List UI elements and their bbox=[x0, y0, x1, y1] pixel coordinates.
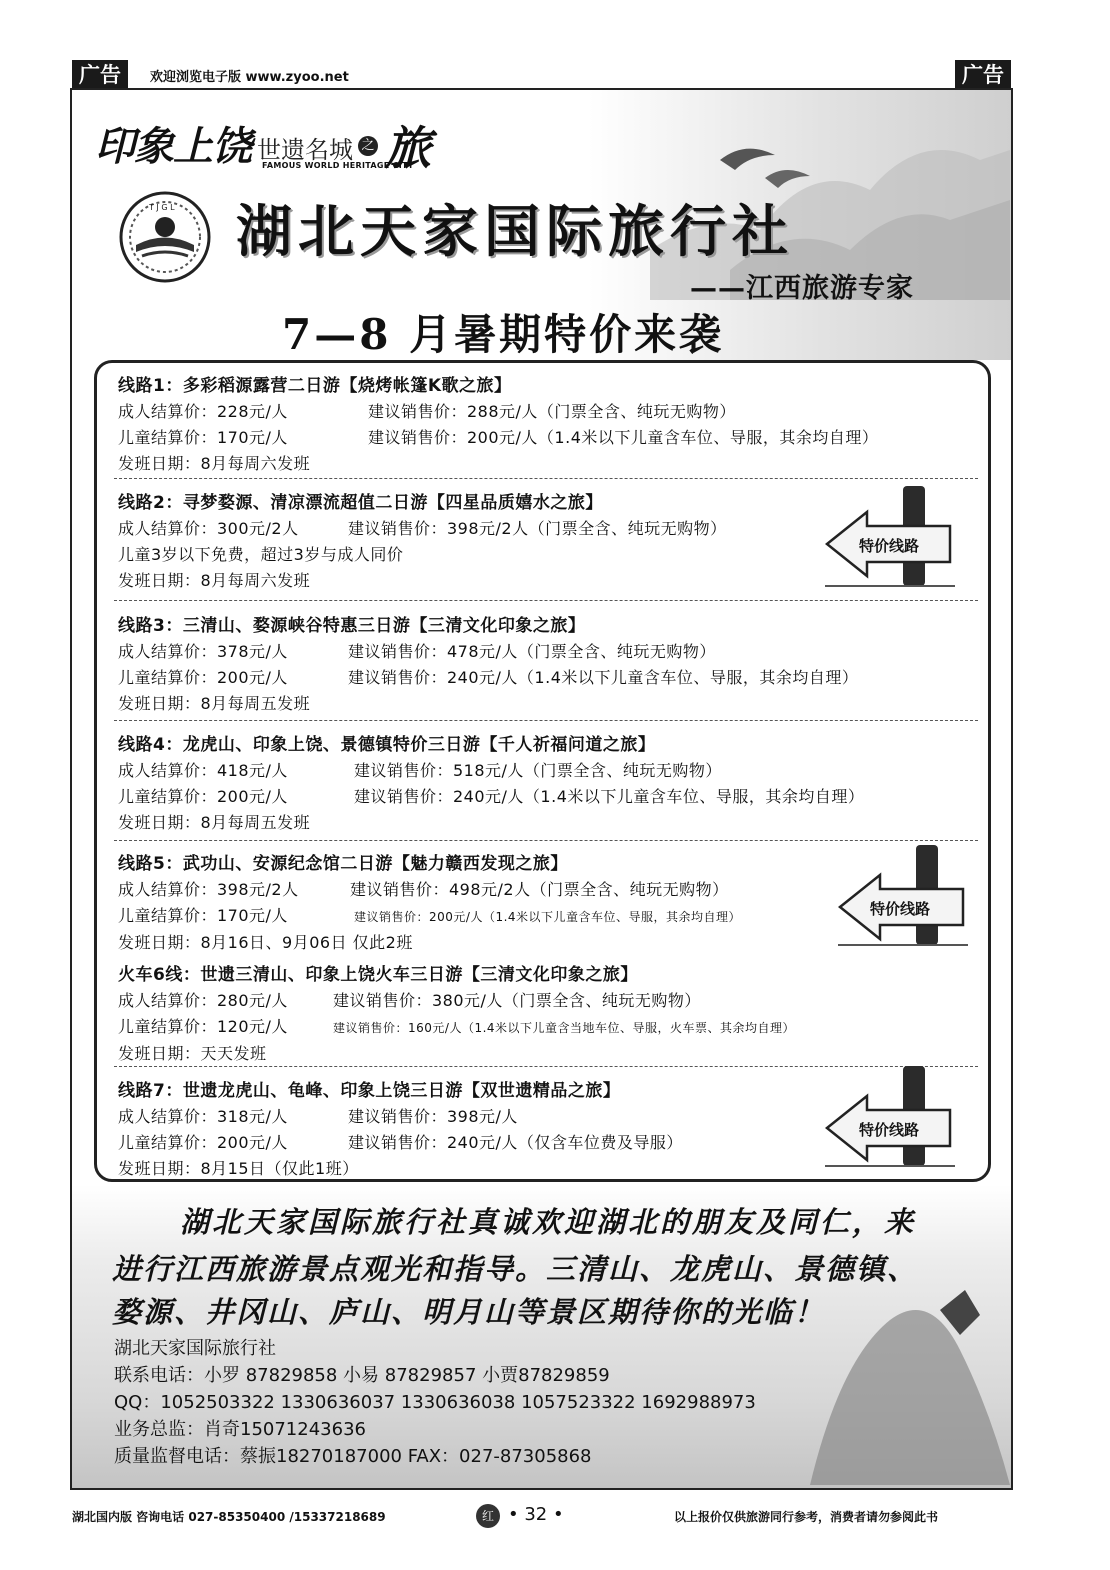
adult-suggest: 建议销售价：288元/人（门票全含、纯玩无购物） bbox=[368, 402, 736, 421]
special-route-badge-7 bbox=[825, 1066, 955, 1171]
footer-right: 以上报价仅供旅游同行参考，消费者请勿参阅此书 bbox=[674, 1510, 939, 1524]
divider bbox=[114, 840, 978, 841]
child-suggest: 建议销售价：200元/人（1.4米以下儿童含车位、导服，其余均自理） bbox=[354, 910, 742, 924]
child-suggest: 建议销售价：240元/人（仅含车位费及导服） bbox=[348, 1133, 683, 1152]
adult-price: 成人结算价：398元/2人 bbox=[118, 880, 299, 899]
depart-date: 发班日期：8月15日（仅此1班） bbox=[118, 1159, 359, 1178]
adult-price: 成人结算价：378元/人 bbox=[118, 642, 288, 661]
special-label: 特价线路 bbox=[859, 537, 920, 555]
adult-price: 成人结算价：318元/人 bbox=[118, 1107, 288, 1126]
route-4 bbox=[118, 732, 978, 836]
adult-price: 成人结算价：300元/2人 bbox=[118, 519, 299, 538]
child-price: 儿童结算价：200元/人 bbox=[118, 668, 288, 687]
child-suggest: 建议销售价：240元/人（1.4米以下儿童含车位、导服，其余均自理） bbox=[354, 787, 865, 806]
child-suggest: 建议销售价：240元/人（1.4米以下儿童含车位、导服，其余均自理） bbox=[348, 668, 859, 687]
contact-qq: QQ：1052503322 1330636037 1330636038 1057523322 1692988973 bbox=[114, 1392, 756, 1413]
child-suggest: 建议销售价：160元/人（1.4米以下儿童含当地车位、导服，火车票、其余均自理） bbox=[333, 1021, 796, 1035]
depart-date: 发班日期：天天发班 bbox=[118, 1044, 267, 1063]
slogan-main: 印象上饶 bbox=[95, 123, 251, 170]
headline: 7—8 月暑期特价来袭 bbox=[282, 310, 725, 359]
depart-date: 发班日期：8月每周六发班 bbox=[118, 571, 311, 590]
divider bbox=[114, 478, 978, 479]
company-subtitle: ——江西旅游专家 bbox=[690, 273, 914, 304]
child-price: 儿童结算价：200元/人 bbox=[118, 1133, 288, 1152]
special-label: 特价线路 bbox=[870, 900, 931, 918]
contact-manager: 业务总监：肖奇15071243636 bbox=[114, 1419, 366, 1440]
footer-left: 湖北国内版 咨询电话 027-85350400 /15337218689 bbox=[72, 1510, 386, 1524]
child-price: 儿童结算价：120元/人 bbox=[118, 1017, 288, 1036]
adult-suggest: 建议销售价：380元/人（门票全含、纯玩无购物） bbox=[333, 991, 701, 1010]
child-price: 儿童结算价：200元/人 bbox=[118, 787, 288, 806]
adult-suggest: 建议销售价：518元/人（门票全含、纯玩无购物） bbox=[354, 761, 722, 780]
welcome-line-1: 湖北天家国际旅行社真诚欢迎湖北的朋友及同仁，来 bbox=[180, 1205, 917, 1239]
welcome-line-2: 进行江西旅游景点观光和指导。三清山、龙虎山、景德镇、 bbox=[112, 1252, 919, 1286]
page-number: • 32 • bbox=[508, 1504, 564, 1525]
adult-price: 成人结算价：280元/人 bbox=[118, 991, 288, 1010]
route-title: 火车6线：世遗三清山、印象上饶火车三日游【三清文化印象之旅】 bbox=[118, 965, 638, 985]
adult-suggest: 建议销售价：498元/2人（门票全含、纯玩无购物） bbox=[350, 880, 729, 899]
ad-tag-right: 广告 bbox=[955, 60, 1011, 90]
special-route-badge-2 bbox=[825, 486, 955, 591]
route-title: 线路3：三清山、婺源峡谷特惠三日游【三清文化印象之旅】 bbox=[118, 616, 586, 636]
special-route-badge-5 bbox=[838, 845, 968, 950]
route-title: 线路5：武功山、安源纪念馆二日游【魅力赣西发现之旅】 bbox=[118, 854, 568, 874]
adult-price: 成人结算价：228元/人 bbox=[118, 402, 288, 421]
slogan-mid: 世遗名城 bbox=[257, 136, 353, 164]
route-title: 线路7：世遗龙虎山、龟峰、印象上饶三日游【双世遗精品之旅】 bbox=[118, 1081, 621, 1101]
depart-date: 发班日期：8月每周五发班 bbox=[118, 813, 311, 832]
special-label: 特价线路 bbox=[859, 1121, 920, 1139]
contact-phone: 联系电话：小罗 87829858 小易 87829857 小贾87829859 bbox=[114, 1365, 610, 1386]
slogan-joint: 之 bbox=[358, 136, 378, 156]
contact-company: 湖北天家国际旅行社 bbox=[114, 1338, 276, 1359]
site-url: 欢迎浏览电子版 www.zyoo.net bbox=[150, 70, 349, 85]
depart-date: 发班日期：8月每周六发班 bbox=[118, 454, 311, 473]
adult-suggest: 建议销售价：478元/人（门票全含、纯玩无购物） bbox=[348, 642, 716, 661]
route-title: 线路2：寻梦婺源、清凉漂流超值二日游【四星品质嬉水之旅】 bbox=[118, 493, 603, 513]
child-price: 儿童结算价：170元/人 bbox=[118, 906, 288, 925]
divider bbox=[114, 600, 978, 601]
depart-date: 发班日期：8月每周五发班 bbox=[118, 694, 311, 713]
welcome-line-3: 婺源、井冈山、庐山、明月山等景区期待你的光临！ bbox=[112, 1295, 826, 1329]
adult-price: 成人结算价：418元/人 bbox=[118, 761, 288, 780]
route-title: 线路4：龙虎山、印象上饶、景德镇特价三日游【千人祈福问道之旅】 bbox=[118, 735, 656, 755]
route-1 bbox=[118, 373, 978, 477]
depart-date: 发班日期：8月16日、9月06日 仅此2班 bbox=[118, 933, 413, 952]
child-note: 儿童3岁以下免费，超过3岁与成人同价 bbox=[118, 545, 404, 564]
route-6 bbox=[118, 962, 978, 1067]
slogan-english: FAMOUS WORLD HERITAGE CITY bbox=[262, 161, 414, 170]
divider bbox=[114, 720, 978, 721]
route-title: 线路1：多彩稻源露营二日游【烧烤帐篷K歌之旅】 bbox=[118, 376, 512, 396]
route-3 bbox=[118, 613, 978, 717]
company-logo bbox=[118, 190, 212, 284]
child-price: 儿童结算价：170元/人 bbox=[118, 428, 288, 447]
company-title: 湖北天家国际旅行社 bbox=[236, 200, 794, 265]
adult-suggest: 建议销售价：398元/人 bbox=[348, 1107, 518, 1126]
footer-badge-icon: 红 bbox=[476, 1504, 500, 1528]
logo-text: T J G L bbox=[149, 203, 175, 212]
child-suggest: 建议销售价：200元/人（1.4米以下儿童含车位、导服，其余均自理） bbox=[368, 428, 879, 447]
contact-quality: 质量监督电话：蔡振18270187000 FAX：027-87305868 bbox=[114, 1446, 592, 1467]
ad-tag-left: 广告 bbox=[72, 60, 128, 90]
adult-suggest: 建议销售价：398元/2人（门票全含、纯玩无购物） bbox=[348, 519, 727, 538]
slogan-end: 旅 bbox=[385, 121, 431, 175]
